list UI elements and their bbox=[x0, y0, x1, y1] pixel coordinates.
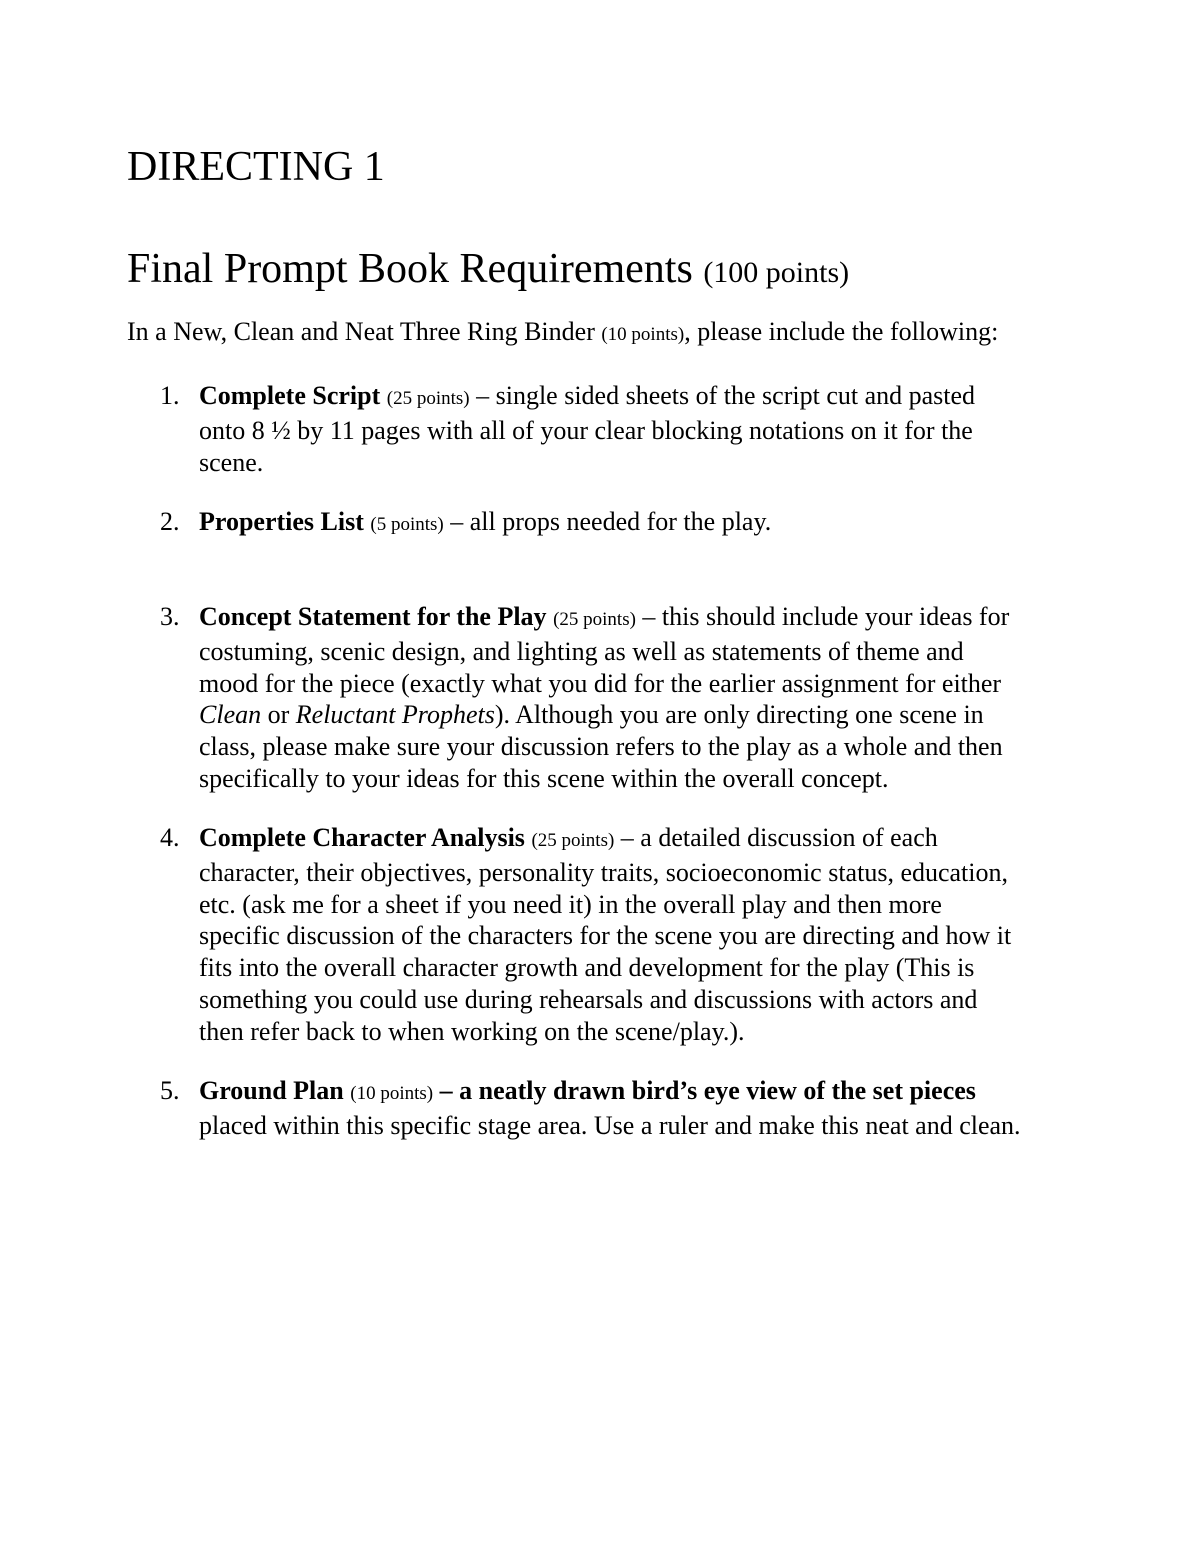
requirement-name: Complete Character Analysis bbox=[199, 823, 525, 852]
requirement-points: (5 points) bbox=[370, 514, 444, 535]
requirement-line: fits into the overall character growth and development for the play (This is bbox=[199, 953, 975, 983]
requirement-number: 4. bbox=[160, 823, 180, 852]
intro-text-after: , please include the following: bbox=[684, 317, 999, 346]
requirement-number: 1. bbox=[160, 381, 180, 410]
requirement-line bbox=[199, 822, 1087, 857]
requirement-line: placed within this specific stage area. Use a ruler and make this neat and clean. bbox=[199, 1110, 1021, 1140]
requirement-line: class, please make sure your discussion refers to the play as a whole and then bbox=[199, 732, 1003, 762]
requirement-text: or bbox=[261, 700, 296, 730]
document-title-points: (100 points) bbox=[703, 256, 850, 289]
requirement-line bbox=[199, 380, 1087, 415]
requirement-item-concept-statement bbox=[127, 601, 1087, 795]
requirement-text: – this should include your ideas for bbox=[635, 602, 1010, 631]
course-title: DIRECTING 1 bbox=[127, 144, 385, 190]
requirement-name: Properties List bbox=[199, 507, 364, 536]
requirement-line: mood for the piece (exactly what you did for the earlier assignment for either bbox=[199, 668, 1002, 698]
requirement-line: something you could use during rehearsals and discussions with actors and bbox=[199, 984, 978, 1014]
requirement-line: specifically to your ideas for this scene within the overall concept. bbox=[199, 763, 889, 793]
play-title-reluctant-prophets: Reluctant Prophets bbox=[295, 700, 495, 730]
requirement-item-complete-script bbox=[127, 380, 1087, 478]
requirement-text: – a neatly drawn bird’s eye view of the set pieces bbox=[433, 1076, 976, 1105]
requirement-number: 2. bbox=[160, 507, 180, 536]
requirement-points: (25 points) bbox=[386, 388, 470, 409]
requirement-number: 3. bbox=[160, 602, 180, 631]
requirement-line: scene. bbox=[199, 447, 264, 477]
requirement-item-character-analysis bbox=[127, 822, 1087, 1048]
requirement-number: 5. bbox=[160, 1076, 180, 1105]
requirement-line: etc. (ask me for a sheet if you need it) in the overall play and then more bbox=[199, 889, 942, 919]
requirement-item-properties-list bbox=[127, 506, 1087, 541]
requirement-body bbox=[199, 506, 1087, 541]
requirement-line bbox=[199, 506, 1087, 541]
intro-paragraph bbox=[127, 316, 998, 351]
document-title bbox=[127, 242, 849, 300]
requirement-text: – single sided sheets of the script cut and pasted bbox=[469, 381, 976, 410]
requirement-text: ). Although you are only directing one scene in bbox=[494, 700, 984, 730]
requirement-body bbox=[199, 822, 1087, 1048]
requirement-points: (25 points) bbox=[531, 830, 615, 851]
play-title-clean: Clean bbox=[199, 700, 262, 730]
requirement-body bbox=[199, 1075, 1087, 1142]
requirement-line: character, their objectives, personality traits, socioeconomic status, education, bbox=[199, 857, 1009, 887]
requirement-points: (10 points) bbox=[350, 1083, 434, 1104]
intro-text-before: In a New, Clean and Neat Three Ring Binder bbox=[127, 317, 602, 346]
requirement-body bbox=[199, 380, 1087, 478]
requirement-line: costuming, scenic design, and lighting as well as statements of theme and bbox=[199, 636, 964, 666]
requirement-line bbox=[199, 601, 1087, 636]
requirement-name: Ground Plan bbox=[199, 1076, 344, 1105]
requirement-line: then refer back to when working on the scene/play.). bbox=[199, 1016, 745, 1046]
requirement-text: – all props needed for the play. bbox=[443, 507, 772, 536]
requirement-line bbox=[199, 1075, 1087, 1110]
requirement-line: onto 8 ½ by 11 pages with all of your clear blocking notations on it for the bbox=[199, 415, 973, 445]
requirement-line: specific discussion of the characters for the scene you are directing and how it bbox=[199, 921, 1012, 951]
requirement-text: – a detailed discussion of each bbox=[614, 823, 938, 852]
requirement-points: (25 points) bbox=[553, 609, 636, 630]
intro-points: (10 points) bbox=[601, 324, 685, 345]
requirement-item-ground-plan bbox=[127, 1075, 1087, 1142]
requirement-body bbox=[199, 601, 1087, 795]
requirement-line bbox=[199, 699, 1087, 731]
document-title-main: Final Prompt Book Requirements bbox=[127, 246, 693, 292]
requirement-name: Concept Statement for the Play bbox=[199, 602, 547, 631]
requirement-name: Complete Script bbox=[199, 381, 381, 410]
